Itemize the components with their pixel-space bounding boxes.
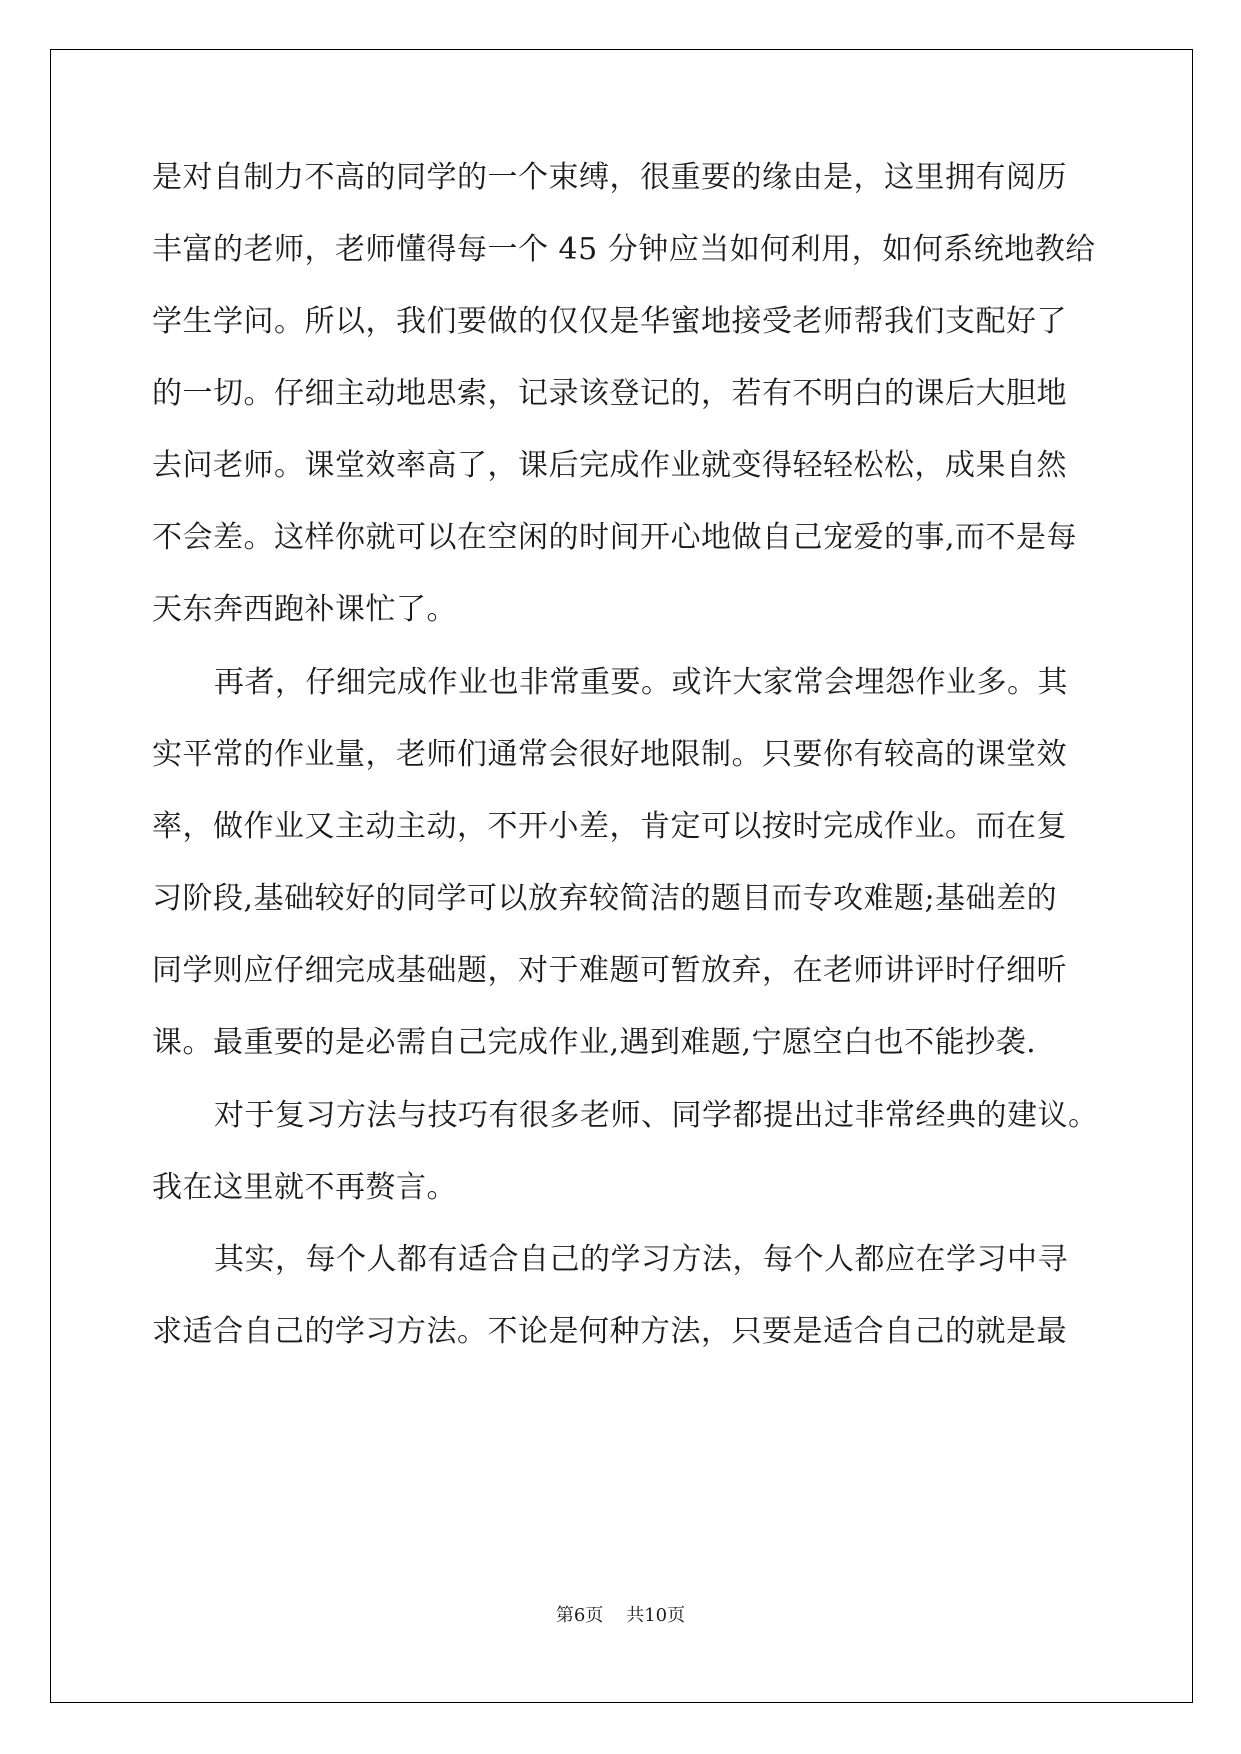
page-border (50, 49, 1193, 1703)
paragraph-first-line: 其实，每个人都有适合自己的学习方法，每个人都应在学习中寻 (214, 1242, 1068, 1277)
text-line: 率，做作业又主动主动，不开小差，肯定可以按时完成作业。而在复 (152, 809, 1067, 844)
paragraph-first-line: 再者，仔细完成作业也非常重要。或许大家常会埋怨作业多。其 (214, 665, 1068, 700)
text-line: 课。最重要的是必需自己完成作业,遇到难题,宁愿空白也不能抄袭. (152, 1025, 1037, 1060)
text-line: 的一切。仔细主动地思索，记录该登记的，若有不明白的课后大胆地 (152, 376, 1067, 411)
text-line: 学生学问。所以，我们要做的仅仅是华蜜地接受老师帮我们支配好了 (152, 304, 1067, 339)
text-line: 习阶段,基础较好的同学可以放弃较简洁的题目而专攻难题;基础差的 (152, 881, 1058, 916)
text-line: 丰富的老师，老师懂得每一个 45 分钟应当如何利用，如何系统地教给 (152, 232, 1096, 267)
text-line: 去问老师。课堂效率高了，课后完成作业就变得轻轻松松，成果自然 (152, 448, 1067, 483)
text-line: 实平常的作业量，老师们通常会很好地限制。只要你有较高的课堂效 (152, 737, 1067, 772)
text-line: 同学则应仔细完成基础题，对于难题可暂放弃，在老师讲评时仔细听 (152, 953, 1067, 988)
text-line: 求适合自己的学习方法。不论是何种方法，只要是适合自己的就是最 (152, 1314, 1067, 1349)
page-number: 第6页 (555, 1605, 604, 1626)
text-line: 我在这里就不再赘言。 (152, 1170, 457, 1205)
page-total: 共10页 (626, 1605, 686, 1626)
page-footer (0, 1604, 1241, 1628)
paragraph-first-line: 对于复习方法与技巧有很多老师、同学都提出过非常经典的建议。 (214, 1098, 1099, 1133)
text-line: 是对自制力不高的同学的一个束缚，很重要的缘由是，这里拥有阅历 (152, 160, 1067, 195)
text-line: 天东奔西跑补课忙了。 (152, 592, 457, 627)
text-line: 不会差。这样你就可以在空闲的时间开心地做自己宠爱的事,而不是每 (152, 520, 1078, 555)
